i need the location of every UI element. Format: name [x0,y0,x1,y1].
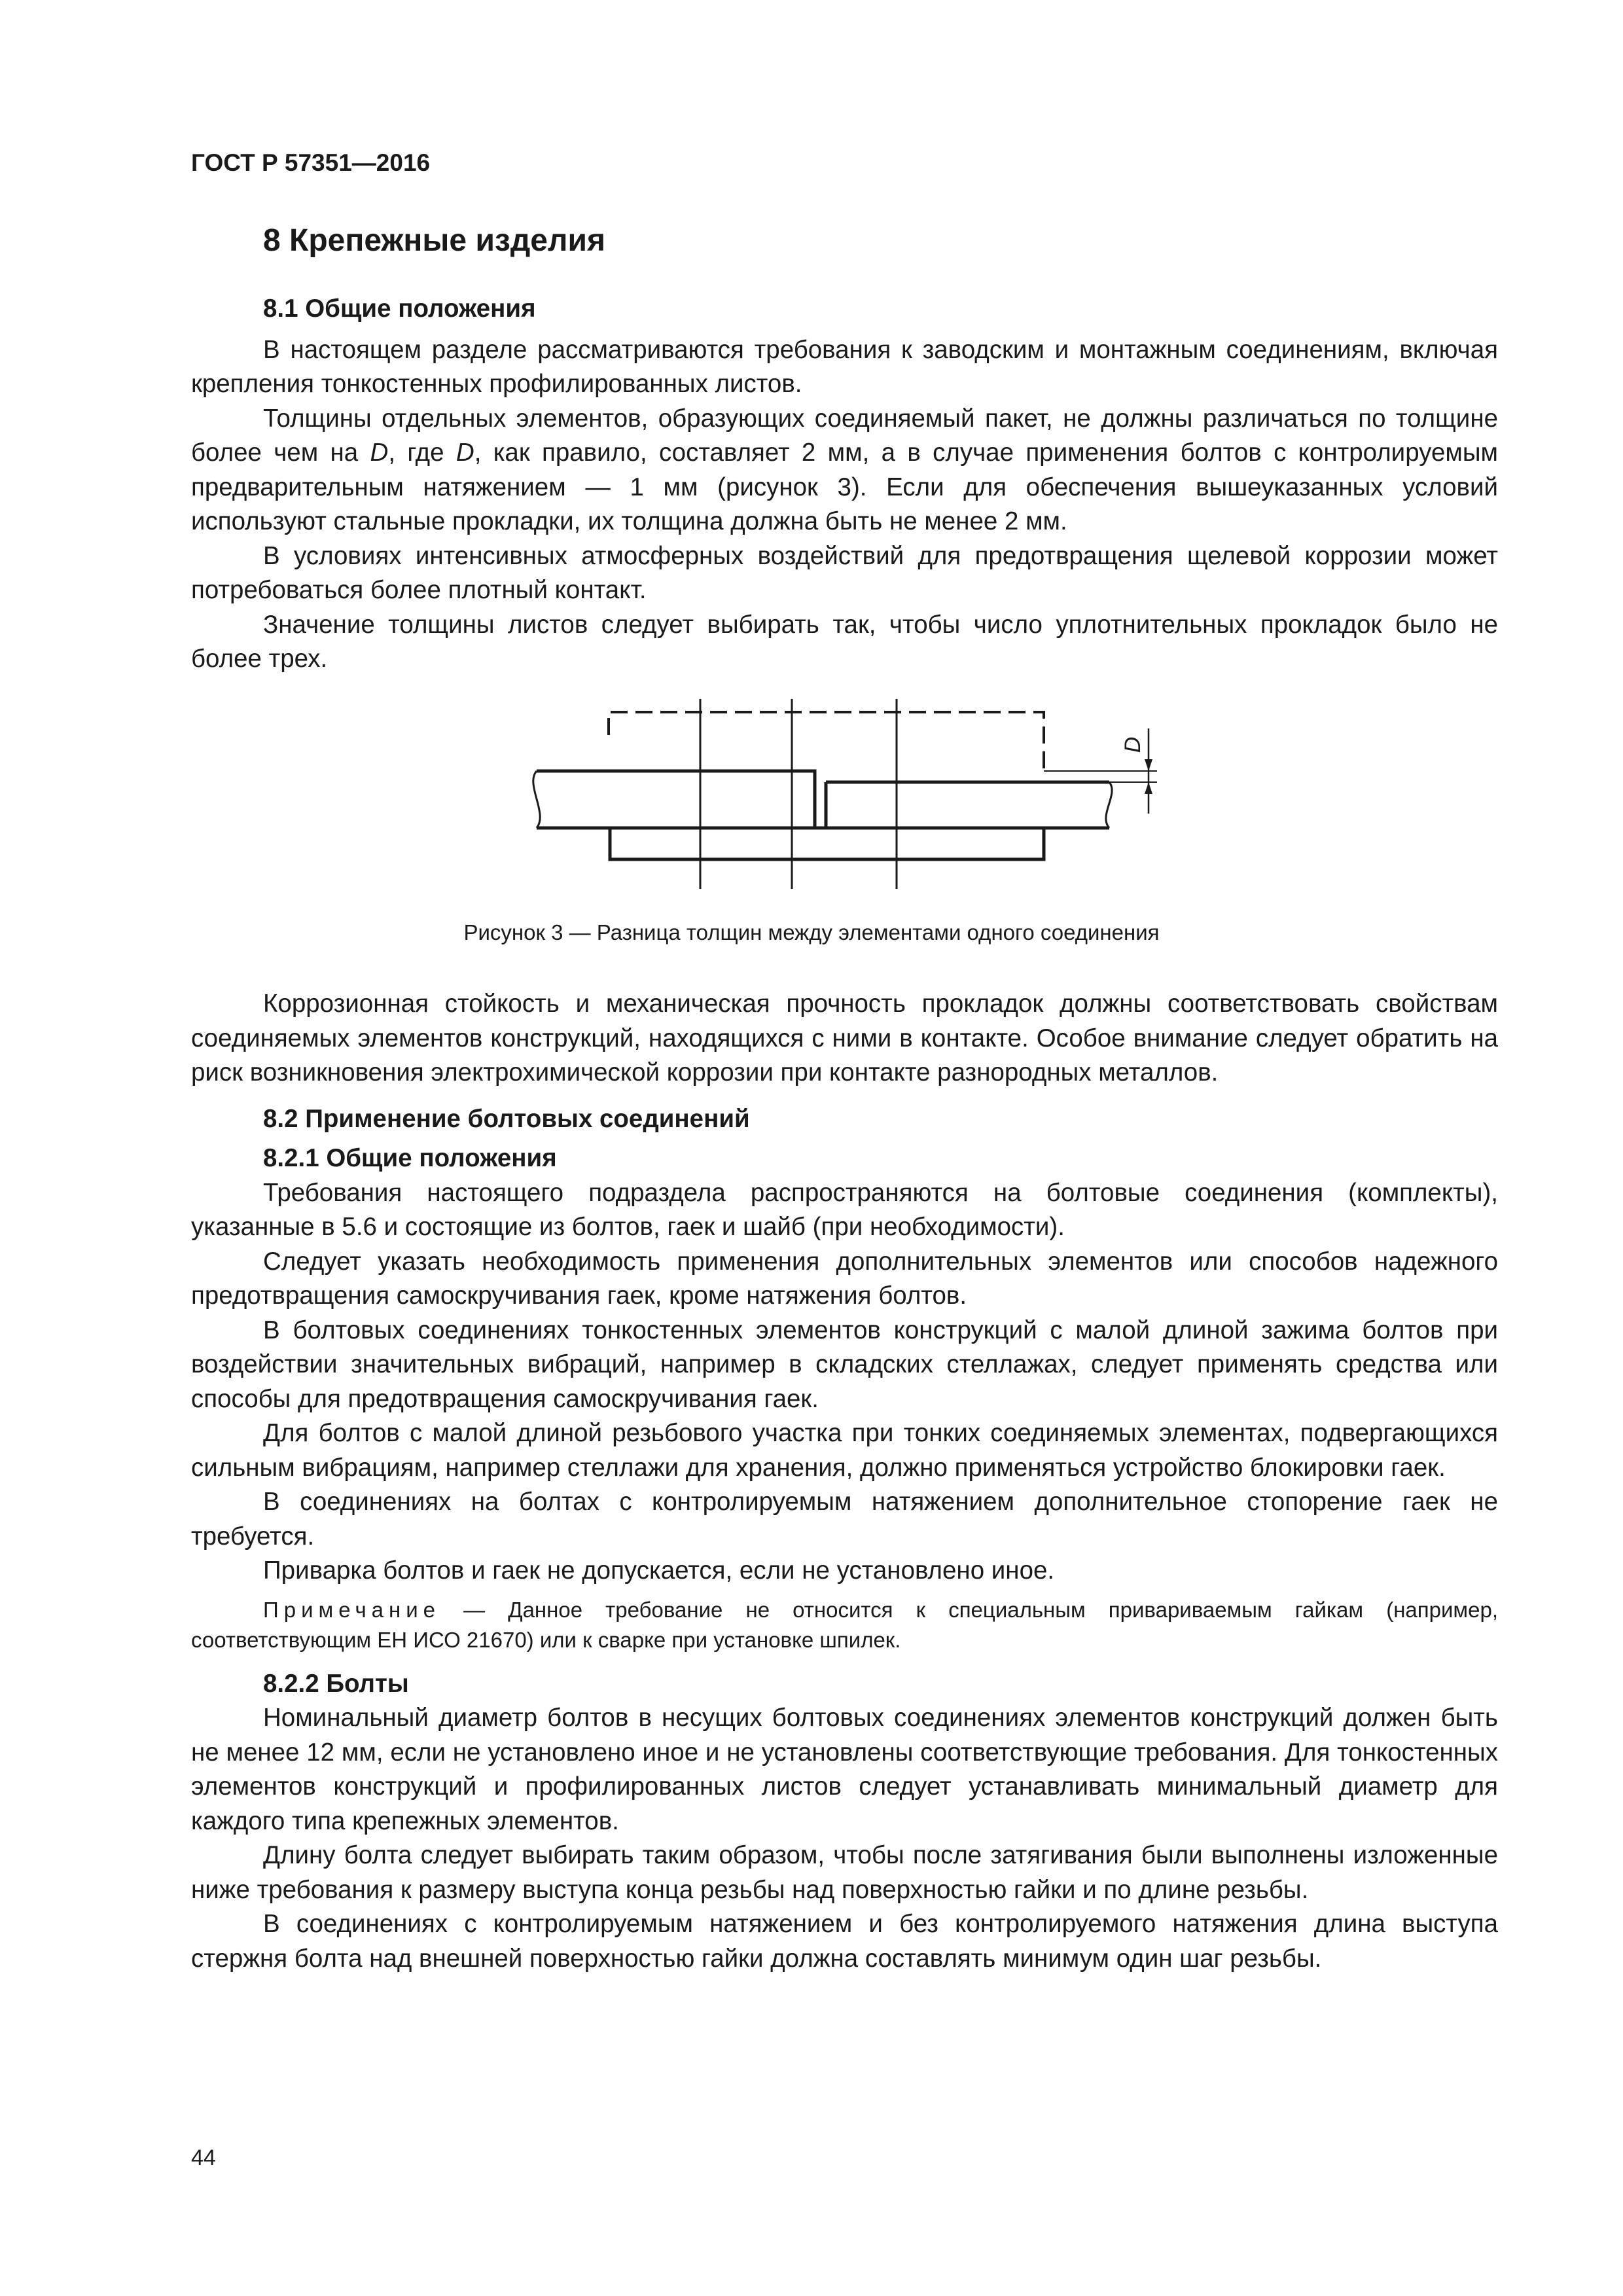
subsection-title-8-2-1: 8.2.1 Общие положения [263,1144,557,1172]
figure-caption: Рисунок 3 — Разница толщин между элементами одного соединения [463,920,1160,944]
section-8-1-continued [191,987,1498,1976]
break-line-left [533,771,540,828]
note-text: — Данное требование не относится к специальным привариваемым гайкам (например, соответствующим ЕН ИСО 21670) или к сварке при установке шпилек. [191,1597,1498,1652]
paragraph: Приварка болтов и гаек не допускается, если не установлено иное. [263,1556,1055,1585]
page-number: 44 [191,2145,216,2170]
section-title: 8 Крепежные изделия [263,223,605,258]
dimension-label: D [1120,736,1145,753]
paragraph: В настоящем разделе рассматриваются требования к заводским и монтажным соединениям, включая крепления тонкостенных профилированных листов. [191,335,1498,398]
paragraph: В соединениях с контролируемым натяжением и без контролируемого натяжения длина выступа стержня болта над внешней поверхностью гайки должна составлять минимум один шаг резьбы. [191,1910,1498,1973]
right-plate [826,782,1109,828]
paragraph: В болтовых соединениях тонкостенных элементов конструкций с малой длиной зажима болтов при воздействии значительных вибраций, например в складских стеллажах, следует применять средства или способы для предотвращения самоскручивания гаек. [191,1316,1498,1413]
left-plate [537,771,815,828]
paragraph: Значение толщины листов следует выбирать так, чтобы число уплотнительных прокладок было не более трех. [191,610,1498,673]
dashed-shim-outline [609,712,1044,771]
section-8-1 [191,292,1498,677]
dimension-arrow-top [1145,759,1152,771]
paragraph: Номинальный диаметр болтов в несущих болтовых соединениях элементов конструкций должен быть не менее 12 мм, если не установлено иное и не установлены соответствующие требования. Для тонкостенных элементов конструкций и профилированных листов следует устанавливать минимальный диаметр для каждого типа крепежных элементов. [191,1704,1498,1835]
paragraph: Следует указать необходимость применения дополнительных элементов или способов надежного предотвращения самоскручивания гаек, кроме натяжения болтов. [191,1247,1498,1310]
paragraph: В соединениях на болтах с контролируемым натяжением дополнительное стопорение гаек не требуется. [191,1488,1498,1551]
note [191,1595,1498,1655]
paragraph: В условиях интенсивных атмосферных воздействий для предотвращения щелевой коррозии может потребоваться более плотный контакт. [191,541,1498,604]
paragraph: Длину болта следует выбирать таким образом, чтобы после затягивания были выполнены изложенные ниже требования к размеру выступа конца резьбы над поверхностью гайки и по длине резьбы. [191,1841,1498,1904]
note-label: Примечание [263,1597,441,1622]
paragraph: Для болтов с малой длиной резьбового участка при тонких соединяемых элементах, подвергающихся сильным вибрациям, например стеллажи для хранения, должно применяться устройство блокировки гаек. [191,1419,1498,1482]
paragraph: Требования настоящего подраздела распространяются на болтовые соединения (комплекты), указанные в 5.6 и состоящие из болтов, гаек и шайб (при необходимости). [191,1178,1498,1241]
paragraph: Коррозионная стойкость и механическая прочность прокладок должны соответствовать свойствам соединяемых элементов конструкций, находящихся с ними в контакте. Особое внимание следует обратить на риск возникновения электрохимической коррозии при контакте разнородных металлов. [191,990,1498,1086]
figure-thickness-difference [510,699,1158,895]
dimension-arrow-bottom [1145,782,1152,794]
paragraph: Толщины отдельных элементов, образующих соединяемый пакет, не должны различаться по толщине более чем на D, где D, как правило, составляет 2 мм, а в случае применения болтов с контролируемым предварительным натяжением — 1 мм (рисунок 3). Если для обеспечения вышеуказанных условий используют стальные прокладки, их толщина должна быть не менее 2 мм. [191,404,1499,535]
standard-header: ГОСТ Р 57351—2016 [191,149,431,176]
subsection-title-8-1: 8.1 Общие положения [263,295,536,323]
subsection-title-8-2: 8.2 Применение болтовых соединений [263,1104,750,1133]
bottom-washer [610,828,1044,859]
subsection-title-8-2-2: 8.2.2 Болты [263,1669,409,1698]
break-line-right [1106,782,1112,828]
